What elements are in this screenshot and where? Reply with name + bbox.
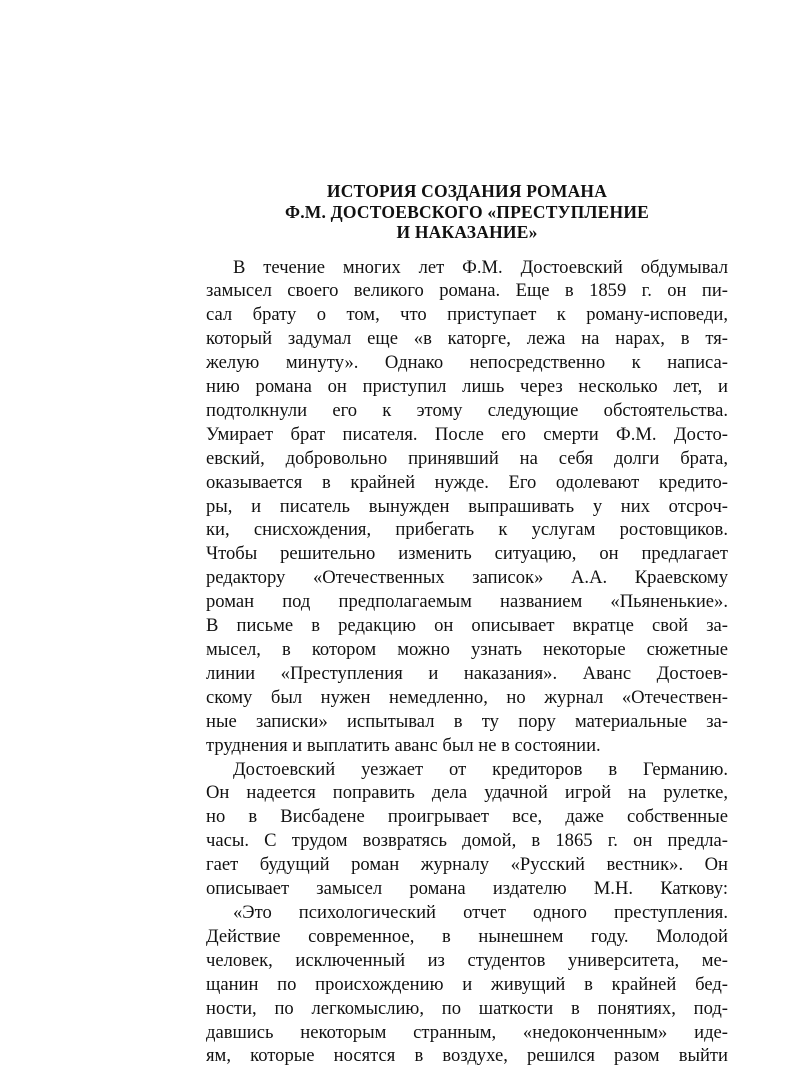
chapter-title (206, 181, 728, 243)
text-line: ям, которые носятся в воздухе, решился разом выйти (206, 1044, 728, 1068)
text-line: ки, снисхождения, прибегать к услугам ростовщиков. (206, 518, 728, 542)
text-line: но в Висбадене проигрывает все, даже собственные (206, 805, 728, 829)
text-line: описывает замысел романа издателю М.Н. Каткову: (206, 877, 728, 901)
text-line: ные записки» испытывал в ту пору материальные за- (206, 710, 728, 734)
text-line: человек, исключенный из студентов университета, ме- (206, 949, 728, 973)
text-line: В письме в редакцию он описывает вкратце свой за- (206, 614, 728, 638)
text-line: «Это психологический отчет одного преступления. (206, 901, 728, 925)
text-line: часы. С трудом возвратясь домой, в 1865 г. он предла- (206, 829, 728, 853)
text-line: который задумал еще «в каторге, лежа на нарах, в тя- (206, 327, 728, 351)
text-line: Умирает брат писателя. После его смерти Ф.М. Досто- (206, 423, 728, 447)
chapter-title-line: И НАКАЗАНИЕ» (206, 222, 728, 243)
text-line: редактору «Отечественных записок» А.А. Краевскому (206, 566, 728, 590)
text-line: ности, по легкомыслию, по шаткости в понятиях, под- (206, 997, 728, 1021)
text-line: Чтобы решительно изменить ситуацию, он предлагает (206, 542, 728, 566)
text-line: желую минуту». Однако непосредственно к написа- (206, 351, 728, 375)
text-line: сал брату о том, что приступает к роману-исповеди, (206, 303, 728, 327)
text-line: В течение многих лет Ф.М. Достоевский обдумывал (206, 256, 728, 280)
chapter-title-line: ИСТОРИЯ СОЗДАНИЯ РОМАНА (206, 181, 728, 202)
text-line: линии «Преступления и наказания». Аванс Достоев- (206, 662, 728, 686)
document-page (206, 181, 728, 1068)
text-line: Он надеется поправить дела удачной игрой на рулетке, (206, 781, 728, 805)
text-line: Достоевский уезжает от кредиторов в Германию. (206, 758, 728, 782)
text-line: мысел, в котором можно узнать некоторые сюжетные (206, 638, 728, 662)
text-line: давшись некоторым странным, «недоконченным» иде- (206, 1021, 728, 1045)
text-line: труднения и выплатить аванс был не в состоянии. (206, 734, 728, 758)
text-line: подтолкнули его к этому следующие обстоятельства. (206, 399, 728, 423)
text-line: Действие современное, в нынешнем году. Молодой (206, 925, 728, 949)
text-line: евский, добровольно принявший на себя долги брата, (206, 447, 728, 471)
body-text (206, 256, 728, 1068)
text-line: щанин по происхождению и живущий в крайней бед- (206, 973, 728, 997)
text-line: замысел своего великого романа. Еще в 1859 г. он пи- (206, 279, 728, 303)
text-line: роман под предполагаемым названием «Пьяненькие». (206, 590, 728, 614)
text-line: гает будущий роман журналу «Русский вестник». Он (206, 853, 728, 877)
text-line: скому был нужен немедленно, но журнал «Отечествен- (206, 686, 728, 710)
text-line: оказывается в крайней нужде. Его одолевают кредито- (206, 471, 728, 495)
text-line: ры, и писатель вынужден выпрашивать у них отсроч- (206, 495, 728, 519)
chapter-title-line: Ф.М. ДОСТОЕВСКОГО «ПРЕСТУПЛЕНИЕ (206, 202, 728, 223)
text-line: нию романа он приступил лишь через несколько лет, и (206, 375, 728, 399)
